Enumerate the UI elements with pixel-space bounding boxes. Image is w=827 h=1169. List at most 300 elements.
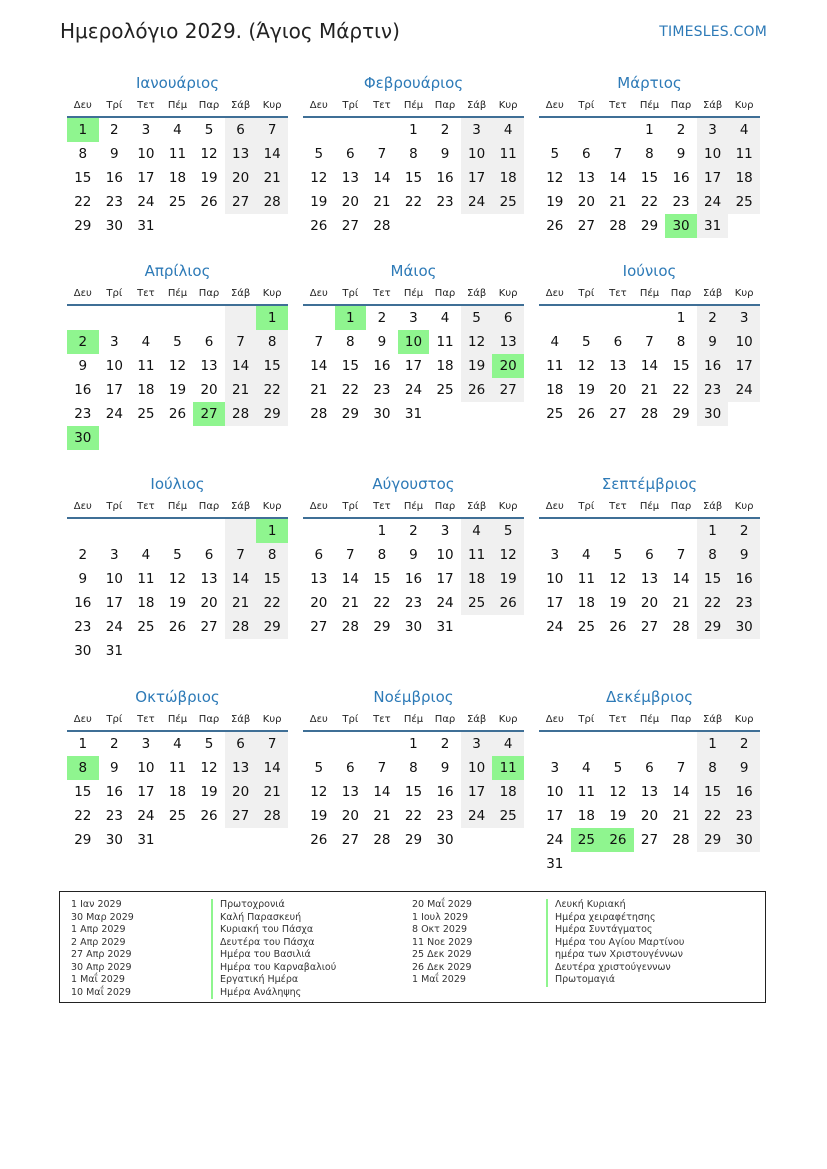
weekday-label: Τρί [578,100,595,111]
day-cell: 22 [697,804,729,828]
month-block [303,258,524,426]
day-cell: 10 [137,146,155,162]
day-cell: 1 [377,523,387,539]
weekday-label: Πέμ [639,714,660,725]
weekday-label: Σάβ [230,288,251,299]
legend-entry: Ημέρα του Καρναβαλιού [220,961,337,973]
empty-cell [571,519,603,543]
day-cell: 30 [373,406,391,422]
day-cell: 13 [200,571,218,587]
weekday-label: Παρ [434,288,456,299]
legend-entry: Εργατική Ημέρα [220,974,299,985]
empty-cell [602,852,634,876]
day-grid [303,732,524,852]
weekday-label: Κυρ [262,288,282,299]
day-grid [303,519,524,639]
empty-cell [634,732,666,756]
day-cell: 3 [409,310,418,326]
day-cell: 14 [373,170,391,186]
day-cell: 23 [105,808,123,824]
day-grid [303,306,524,426]
day-cell: 13 [225,142,257,166]
day-cell: 4 [582,547,591,563]
weekday-label: Πέμ [167,288,188,299]
day-cell: 5 [314,146,324,162]
empty-cell [571,118,603,142]
weekday-label: Σάβ [230,100,251,111]
legend-entry: 1 Μαΐ 2029 [71,974,125,985]
day-cell: 14 [341,571,359,587]
weekday-label: Τετ [137,501,155,512]
day-cell: 29 [373,619,391,635]
empty-cell [602,732,634,756]
day-cell: 2 [676,122,686,138]
empty-cell [492,214,524,238]
day-cell: 4 [550,334,560,350]
day-cell: 13 [640,784,659,800]
empty-cell [697,852,729,876]
day-cell: 13 [609,358,627,374]
weekday-label: Σάβ [702,714,723,725]
empty-cell [461,402,493,426]
weekday-label: Δευ [73,501,92,512]
legend-entry: 25 Δεκ 2029 [412,949,472,960]
day-cell: 26 [200,808,218,824]
day-cell: 28 [256,804,288,828]
day-grid [539,306,760,426]
weekday-label: Παρ [670,288,692,299]
day-cell: 26 [310,832,328,848]
day-cell: 9 [110,146,119,162]
day-cell: 24 [436,595,454,611]
day-cell: 14 [640,358,659,374]
weekday-header [303,96,524,118]
day-cell: 9 [78,571,88,587]
month-name: Μάιος [390,262,437,280]
day-cell: 12 [577,358,595,374]
day-cell: 6 [225,732,257,756]
empty-cell [665,519,697,543]
day-cell: 29 [697,828,729,852]
day-cell: 5 [582,334,591,350]
day-cell: 16 [436,170,454,186]
weekday-label: Δευ [545,501,564,512]
weekday-label: Τετ [373,501,391,512]
day-cell: 2 [110,736,119,752]
weekday-label: Δευ [309,100,328,111]
day-cell: 22 [256,591,288,615]
day-cell: 7 [346,547,355,563]
day-cell: 3 [440,523,450,539]
day-cell: 10 [105,358,123,374]
day-cell: 9 [440,146,450,162]
day-cell: 6 [613,334,623,350]
empty-cell [539,519,571,543]
day-cell: 23 [672,194,690,210]
day-cell: 30 [404,619,423,635]
day-cell: 14 [672,784,690,800]
weekday-label: Σάβ [466,100,487,111]
weekday-label: Πέμ [403,288,424,299]
day-cell: 9 [697,330,729,354]
day-cell: 27 [492,378,524,402]
day-cell: 5 [173,547,182,563]
legend-entry: 2 Απρ 2029 [71,936,126,948]
day-cell: 10 [728,330,760,354]
day-cell: 26 [492,591,524,615]
weekday-label: Παρ [670,714,692,725]
day-cell: 17 [436,571,454,587]
day-cell: 31 [436,619,454,635]
day-cell: 30 [105,218,123,234]
day-cell: 22 [404,194,423,210]
day-cell: 23 [74,619,92,635]
day-cell: 18 [168,170,187,186]
weekday-label: Κυρ [262,501,282,512]
month-name: Ιούλιος [150,475,205,493]
weekday-label: Παρ [670,100,692,111]
empty-cell [162,214,194,238]
weekday-label: Παρ [434,714,456,725]
page-title: Ημερολόγιο 2029. (Άγιος Μάρτιν) [60,19,400,43]
day-cell: 27 [341,832,359,848]
empty-cell [162,639,194,663]
day-cell: 20 [225,780,257,804]
empty-cell [602,118,634,142]
day-cell: 12 [609,571,627,587]
day-cell: 6 [645,760,654,776]
day-cell: 19 [492,567,524,591]
day-cell: 24 [404,382,423,398]
day-cell: 22 [74,808,92,824]
day-cell: 29 [74,832,92,848]
legend-dates-col1 [71,899,134,999]
day-cell: 10 [546,784,564,800]
empty-cell [571,306,603,330]
empty-cell [539,306,571,330]
day-cell: 23 [105,194,123,210]
weekday-label: Κυρ [262,714,282,725]
day-cell: 8 [676,334,686,350]
month-name: Δεκέμβριος [605,688,693,706]
day-cell: 27 [193,402,225,426]
month-block [539,471,760,639]
weekday-header [67,284,288,306]
day-cell: 26 [546,218,564,234]
legend-entry: Καλή Παρασκευή [220,911,302,923]
day-cell: 19 [609,595,627,611]
day-cell: 11 [728,142,760,166]
day-cell: 2 [440,122,450,138]
day-cell: 30 [105,832,123,848]
legend-entry: 26 Δεκ 2029 [412,961,472,973]
day-cell: 22 [640,194,659,210]
day-cell: 4 [492,732,524,756]
day-cell: 19 [609,808,627,824]
weekday-label: Τρί [342,100,359,111]
day-cell: 9 [377,334,387,350]
day-cell: 18 [492,166,524,190]
legend-entry: Δευτέρα του Πάσχα [220,936,315,948]
day-cell: 29 [256,615,288,639]
day-cell: 18 [137,382,155,398]
legend-entry: Κυριακή του Πάσχα [220,924,314,935]
day-cell: 31 [137,218,155,234]
day-grid [67,306,288,450]
legend-entry: Ημέρα Συντάγματος [555,924,653,935]
day-cell: 1 [409,122,418,138]
day-cell: 20 [577,194,595,210]
day-cell: 6 [645,547,654,563]
day-cell: 25 [461,591,493,615]
day-cell: 28 [609,218,627,234]
day-cell: 12 [310,170,328,186]
day-cell: 23 [697,378,729,402]
day-cell: 31 [404,406,423,422]
empty-cell [130,306,162,330]
month-name: Νοέμβριος [373,688,454,706]
day-cell: 18 [546,382,564,398]
day-cell: 15 [640,170,659,186]
day-cell: 29 [672,406,690,422]
day-cell: 5 [613,760,623,776]
empty-cell [225,828,257,852]
weekday-label: Τρί [106,714,123,725]
day-cell: 30 [436,832,454,848]
day-cell: 25 [168,194,187,210]
day-cell: 6 [204,334,214,350]
empty-cell [99,426,131,450]
month-name: Ιανουάριος [135,74,219,92]
day-cell: 16 [105,170,123,186]
day-cell: 28 [373,832,391,848]
day-cell: 24 [546,619,564,635]
month-block [539,684,760,876]
month-block [67,258,288,450]
day-cell: 27 [225,804,257,828]
day-cell: 22 [74,194,92,210]
day-cell: 5 [550,146,560,162]
weekday-header [303,710,524,732]
day-cell: 13 [640,571,659,587]
day-cell: 12 [461,330,493,354]
weekday-label: Παρ [198,714,220,725]
day-cell: 8 [697,543,729,567]
day-cell: 20 [341,808,359,824]
legend-names-col1 [211,899,336,999]
weekday-label: Τρί [342,714,359,725]
day-cell: 3 [461,732,493,756]
brand-link[interactable]: TIMESLES.COM [659,24,767,40]
day-cell: 5 [204,122,214,138]
day-cell: 6 [582,146,591,162]
empty-cell [398,214,430,238]
day-cell: 4 [141,547,151,563]
weekday-label: Τρί [578,288,595,299]
legend-entry: 30 Απρ 2029 [71,961,132,973]
weekday-label: Τετ [609,714,627,725]
weekday-label: Τρί [342,501,359,512]
day-cell: 7 [256,118,288,142]
day-cell: 23 [404,595,423,611]
legend-entry: Πρωτοχρονιά [220,899,285,910]
day-cell: 28 [640,406,659,422]
legend-entry: Ημέρα χειραφέτησης [555,911,656,923]
day-cell: 8 [697,756,729,780]
legend-entry: Πρωτομαγιά [555,974,616,985]
day-cell: 26 [609,619,627,635]
weekday-label: Κυρ [498,100,518,111]
day-cell: 2 [78,547,88,563]
empty-cell [303,732,335,756]
day-cell: 21 [341,595,359,611]
month-block [67,471,288,663]
day-cell: 21 [609,194,627,210]
day-cell: 10 [398,330,430,354]
weekday-label: Δευ [309,288,328,299]
empty-cell [366,118,398,142]
legend-names-col2 [546,899,684,987]
day-cell: 6 [225,118,257,142]
day-cell: 8 [256,330,288,354]
day-cell: 25 [571,828,603,852]
day-cell: 27 [640,832,659,848]
day-cell: 18 [577,595,595,611]
weekday-label: Τρί [578,501,595,512]
day-cell: 17 [137,784,155,800]
day-cell: 28 [341,619,359,635]
day-cell: 22 [672,382,690,398]
legend-entry: 30 Μαρ 2029 [71,911,134,923]
weekday-label: Κυρ [734,501,754,512]
legend-entry: Λευκή Κυριακή [555,899,626,910]
day-cell: 12 [168,571,187,587]
day-cell: 15 [74,784,92,800]
weekday-label: Δευ [309,501,328,512]
legend-entry: 20 Μαΐ 2029 [412,899,472,910]
weekday-label: Κυρ [734,100,754,111]
empty-cell [99,519,131,543]
day-cell: 19 [461,354,493,378]
month-block [303,471,524,639]
weekday-label: Δευ [73,714,92,725]
day-grid [539,118,760,238]
day-cell: 20 [341,194,359,210]
day-cell: 31 [697,214,729,238]
day-cell: 29 [640,218,659,234]
weekday-label: Παρ [670,501,692,512]
legend-entry: 27 Απρ 2029 [71,949,132,960]
weekday-label: Πέμ [167,501,188,512]
empty-cell [256,639,288,663]
day-cell: 12 [168,358,187,374]
day-cell: 31 [137,832,155,848]
day-cell: 9 [728,543,760,567]
empty-cell [634,852,666,876]
day-cell: 6 [346,146,355,162]
day-cell: 11 [168,146,187,162]
weekday-label: Τετ [137,100,155,111]
day-cell: 11 [492,142,524,166]
day-cell: 30 [74,643,92,659]
day-cell: 1 [409,736,418,752]
month-name: Ιούνιος [622,262,677,280]
day-cell: 14 [672,571,690,587]
day-cell: 25 [436,382,454,398]
day-grid [67,118,288,238]
month-name: Αύγουστος [372,475,455,493]
day-cell: 15 [256,354,288,378]
day-cell: 14 [310,358,328,374]
day-cell: 2 [440,736,450,752]
legend-entry: 11 Νοε 2029 [412,936,473,948]
weekday-label: Παρ [198,288,220,299]
day-cell: 15 [697,780,729,804]
empty-cell [429,214,461,238]
day-cell: 3 [697,118,729,142]
day-cell: 7 [314,334,324,350]
day-cell: 24 [105,406,123,422]
weekday-label: Κυρ [734,288,754,299]
weekday-header [303,497,524,519]
weekday-label: Πέμ [639,288,660,299]
day-cell: 28 [373,218,391,234]
weekday-label: Δευ [545,714,564,725]
weekday-label: Τετ [609,501,627,512]
day-cell: 21 [640,382,659,398]
day-cell: 9 [676,146,686,162]
day-cell: 23 [436,194,454,210]
month-block [539,70,760,238]
day-cell: 30 [728,615,760,639]
weekday-label: Κυρ [498,501,518,512]
weekday-label: Πέμ [403,714,424,725]
day-cell: 22 [256,378,288,402]
weekday-label: Παρ [434,501,456,512]
day-cell: 24 [105,619,123,635]
day-cell: 1 [697,519,729,543]
day-cell: 29 [697,615,729,639]
empty-cell [256,214,288,238]
day-cell: 8 [409,760,418,776]
empty-cell [335,732,367,756]
day-cell: 18 [492,780,524,804]
weekday-label: Τετ [137,288,155,299]
day-cell: 26 [602,828,634,852]
weekday-label: Δευ [73,100,92,111]
weekday-label: Πέμ [167,100,188,111]
day-cell: 13 [492,330,524,354]
weekday-label: Πέμ [639,100,660,111]
legend-entry: 10 Μαΐ 2029 [71,986,131,998]
day-cell: 14 [225,567,257,591]
empty-cell [225,519,257,543]
day-cell: 16 [672,170,690,186]
day-cell: 1 [697,732,729,756]
empty-cell [193,306,225,330]
day-cell: 6 [346,760,355,776]
empty-cell [728,852,760,876]
weekday-label: Δευ [73,288,92,299]
day-cell: 12 [609,784,627,800]
month-block [67,70,288,238]
day-cell: 11 [137,358,155,374]
empty-cell [665,852,697,876]
day-cell: 21 [373,194,391,210]
weekday-header [67,710,288,732]
day-cell: 13 [577,170,595,186]
day-cell: 31 [105,643,123,659]
